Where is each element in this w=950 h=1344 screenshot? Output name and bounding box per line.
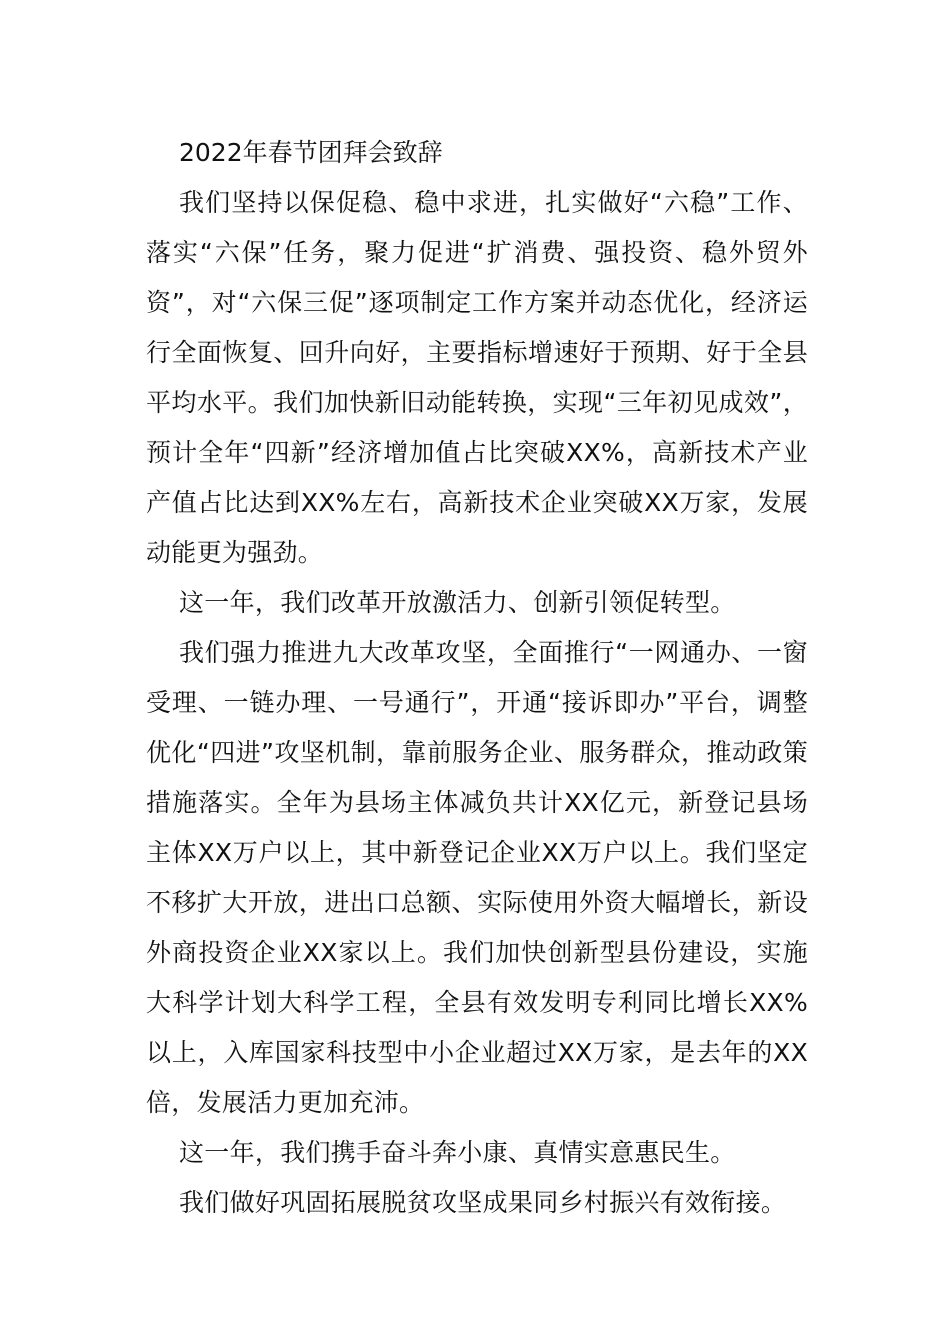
document-title: 2022年春节团拜会致辞 <box>179 138 443 167</box>
document-body <box>146 128 808 1228</box>
paragraph: 这一年，我们携手奋斗奔小康、真情实意惠民生。 <box>179 1138 736 1167</box>
paragraph: 这一年，我们改革开放激活力、创新引领促转型。 <box>179 588 736 617</box>
paragraph: 我们强力推进九大改革攻坚，全面推行“一网通办、一窗受理、一链办理、一号通行”，开通“接诉即办”平台，调整优化“四进”攻坚机制，靠前服务企业、服务群众，推动政策措施落实。全年为县场主体减负共计XX亿元，新登记县场主体XX万户以上，其中新登记企业XX万户以上。我们坚定不移扩大开放，进出口总额、实际使用外资大幅增长，新设外商投资企业XX家以上。我们加快创新型县份建设，实施大科学计划大科学工程，全县有效发明专利同比增长XX%以上，入库国家科技型中小企业超过XX万家，是去年的XX倍，发展活力更加充沛。 <box>146 638 808 1117</box>
paragraph: 我们坚持以保促稳、稳中求进，扎实做好“六稳”工作、落实“六保”任务，聚力促进“扩消费、强投资、稳外贸外资”，对“六保三促”逐项制定工作方案并动态优化，经济运行全面恢复、回升向好，主要指标增速好于预期、好于全县平均水平。我们加快新旧动能转换，实现“三年初见成效”，预计全年“四新”经济增加值占比突破XX%，高新技术产业产值占比达到XX%左右，高新技术企业突破XX万家，发展动能更为强劲。 <box>146 188 808 567</box>
paragraph: 我们做好巩固拓展脱贫攻坚成果同乡村振兴有效衔接。 <box>179 1188 787 1217</box>
